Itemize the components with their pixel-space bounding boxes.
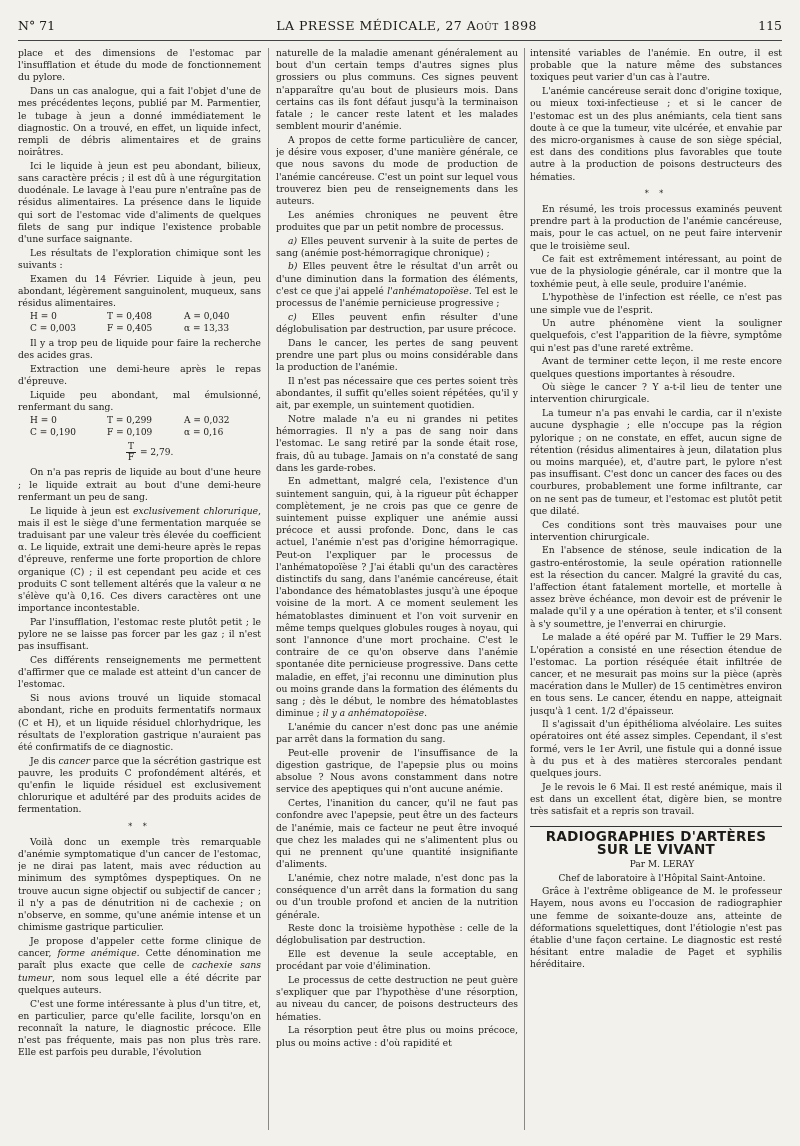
ratio-formula xyxy=(126,442,261,463)
journal-title: LA PRESSE MÉDICALE, 27 Août 1898 xyxy=(276,18,537,33)
paragraph: Il n'est pas nécessaire que ces pertes soient très abondantes, il suffit qu'elles soient répétées, qu'il y ait, par exemple, un suintement quotidien. xyxy=(276,375,518,412)
paragraph: Peut-elle provenir de l'insuffisance de la digestion gastrique, de l'apepsie plus ou moins absolue ? Nous avons constamment dans notre service des apeptiques qui n'ont aucune anémie. xyxy=(276,747,518,796)
fraction-numerator: T xyxy=(128,442,135,453)
lab-value: A = 0,040 xyxy=(184,312,230,323)
column-divider xyxy=(524,48,525,1130)
paragraph: Il s'agissait d'un épithélioma alvéolaire. Les suites opératoires ont été assez simples. Cependant, il s'est formé, vers le 1er Avril, une fistule qui a donné issue à du pus et à des matières stercorales pendant quelques jours. xyxy=(530,719,782,780)
paragraph: En l'absence de sténose, seule indication de la gastro-entérostomie, la seule opération rationnelle est la résection du cancer. Malgré la gravité du cas, l'affection étant fatalement mortelle, et mortelle à assez brève échéance, mon devoir est de prévenir le malade qu'il y a une opération à tenter, et s'il consent à s'y soumettre, je l'enverrai en chirurgie. xyxy=(530,545,782,630)
paragraph: intensité variables de l'anémie. En outre, il est probable que la nature même des substances toxiques peut varier d'un cas à l'autre. xyxy=(530,48,782,84)
text-run: Le liquide à jeun est xyxy=(30,505,133,517)
italic-text: cachexie sans tumeur xyxy=(18,960,261,984)
text-run: . xyxy=(424,708,428,720)
paragraph: Voilà donc un exemple très remarquable d'anémie symptomatique d'un cancer de l'estomac, je ne dirai pas latent, mais avec réduction au minimum des symptômes dyspeptiques. On ne trouve aucun signe objectif ou subjectif de cancer ; il n'y a pas de dénutrition ni de cachexie ; on n'observe, en somme, qu'une anémie intense et un chimisme gastrique particulier. xyxy=(18,836,261,934)
article-title: RADIOGRAPHIES D'ARTÈRES SUR LE VIVANT xyxy=(545,829,767,858)
italic-text: a) xyxy=(288,235,298,247)
column-3 xyxy=(530,48,782,1130)
paragraph: Dans un cas analogue, qui a fait l'objet d'une de mes précédentes leçons, publié par M. Parmentier, le tubage à jeun a donné immédiatement le diagnostic. On a trouvé, en effet, un liquide infect, rempli de débris alimentaires et de grains noirâtres. xyxy=(18,86,261,159)
author-affiliation: Chef de laboratoire à l'Hôpital Saint-Antoine. xyxy=(558,873,766,884)
text-run: Elles peuvent enfin résulter d'une déglobulisation par destruction, par usure précoce. xyxy=(276,311,518,335)
lab-value: α = 0,16 xyxy=(184,427,224,438)
paragraph: Ce fait est extrêmement intéressant, au point de vue de la physiologie générale, car il montre que la toxhémie peut, à elle seule, produire l'anémie. xyxy=(530,254,782,290)
paragraph: Extraction une demi-heure après le repas d'épreuve. xyxy=(18,364,261,388)
lab-values-table xyxy=(30,312,261,335)
lab-value: C = 0,190 xyxy=(30,427,76,438)
paragraph: Il y a trop peu de liquide pour faire la recherche des acides gras. xyxy=(18,338,261,362)
paragraph: Par l'insufflation, l'estomac reste plutôt petit ; le pylore ne se laisse pas forcer par les gaz ; il n'est pas insuffisant. xyxy=(18,616,261,653)
paragraph: En résumé, les trois processus examinés peuvent prendre part à la production de l'anémie cancéreuse, mais, pour le cas actuel, on ne peut faire intervenir que le troisième seul. xyxy=(530,203,782,252)
article-divider xyxy=(530,826,782,827)
text-run: En admettant, malgré cela, l'existence d'un suintement sanguin, qui, à la rigueur pût échapper complètement, je ne crois pas que ce genre de suintement puisse expliquer une anémie aussi précoce et aussi profonde. Donc, dans le cas actuel, l'anémie n'est pas d'origine hémorragique. Peut-on l'expliquer par le processus de l'anhématopoïèse ? J'ai établi qu'un des caractères distinctifs du sang, dans l'anémie cancéreuse, était l'abondance des hématoblastes jusqu'à une époque voisine de la mort. A ce moment seulement les hématoblastes diminuent et l'on voit survenir en même temps quelques globules rouges à noyau, qui sont l'annonce d'une mort prochaine. C'est le contraire de ce qu'on observe dans l'anémie spontanée dite pernicieuse progressive. Dans cette maladie, en effet, j'ai reconnu une diminution plus ou moins grande dans la formation des éléments du sang ; dès le début, le nombre des hématoblastes diminue ; xyxy=(276,476,518,720)
issue-number: N° 71 xyxy=(18,18,56,33)
lab-value: C = 0,003 xyxy=(30,323,76,334)
paragraph: C'est une forme intéressante à plus d'un titre, et, en particulier, parce qu'elle facilite, lorsqu'on en reconnaît la nature, le diagnostic précoce. Elle n'est pas fréquente, mais pas non plus très rare. Elle est parfois peu durable, l'évolution xyxy=(18,998,261,1059)
lab-value: H = 0 xyxy=(30,312,57,323)
paragraph xyxy=(276,236,518,260)
section-separator: * * xyxy=(644,188,668,198)
italic-text: c) xyxy=(288,311,297,323)
paragraph: Ces conditions sont très mauvaises pour une intervention chirurgicale. xyxy=(530,519,782,543)
lab-value: α = 13,33 xyxy=(184,323,230,334)
paragraph: Où siège le cancer ? Y a-t-il lieu de tenter une intervention chirurgicale. xyxy=(530,382,782,406)
text-run: . Cette dénomination me paraît plus exacte que celle de xyxy=(18,948,261,972)
paragraph: On n'a pas repris de liquide au bout d'une heure ; le liquide extrait au bout d'une demi-heure renfermant un peu de sang. xyxy=(18,467,261,503)
paragraph xyxy=(18,756,261,817)
italic-text: forme anémique xyxy=(57,948,137,960)
text-run: Je dis xyxy=(30,755,59,767)
paragraph: Liquide peu abondant, mal émulsionné, renfermant du sang. xyxy=(18,390,261,414)
paragraph: Certes, l'inanition du cancer, qu'il ne faut pas confondre avec l'apepsie, peut être un des facteurs de l'anémie, mais ce facteur ne peut être invoqué que chez les malades qui ne s'alimentent plus ou qui ne prennent qu'une quantité insignifiante d'aliments. xyxy=(276,798,518,871)
paragraph: L'anémie, chez notre malade, n'est donc pas la conséquence d'un arrêt dans la formation du sang ou d'un trouble profond et ancien de la nutrition générale. xyxy=(276,872,518,921)
lab-values-table xyxy=(30,416,261,439)
page-number: 115 xyxy=(758,18,782,33)
text-run: parce que la sécrétion gastrique est pauvre, les produits C profondément altérés, et qu'enfin le liquide résiduel est exclusivement chlorurique et adultéré par des produits acides de fermentation. xyxy=(18,755,261,816)
paragraph: La tumeur n'a pas envahi le cardia, car il n'existe aucune dysphagie ; elle n'occupe pas la région pylorique ; on ne constate, en effet, aucun signe de rétention (résidus alimentaires à jeun, dilatation plus ou moins marquée), et, d'autre part, le pylore n'est pas insuffisant. C'est donc un cancer des faces ou des courbures, probablement une forme infiltrante, car on ne sent pas de tumeur, et l'estomac est plutôt petit que dilaté. xyxy=(530,408,782,517)
text-run: Je propose d'appeler cette forme clinique de cancer, xyxy=(18,936,261,960)
article-author: Par M. LERAY xyxy=(629,859,695,870)
lab-value: H = 0 xyxy=(30,416,57,427)
column-1 xyxy=(18,48,261,1130)
lab-value: T = 0,299 xyxy=(107,416,153,427)
paragraph xyxy=(276,476,518,720)
paragraph: Si nous avions trouvé un liquide stomacal abondant, riche en produits fermentatifs normaux (C et H), et un liquide résiduel chlorhydrique, les résultats de l'exploration gastrique n'auraient pas été confirmatifs de ce diagnostic. xyxy=(18,693,261,753)
paragraph: A propos de cette forme particulière de cancer, je désire vous exposer, d'une manière générale, ce que nous savons du mode de production de l'anémie cancéreuse. C'est un point sur lequel vous trouverez bien peu de renseignements dans les auteurs. xyxy=(276,134,518,207)
italic-text: il y a anhématopoïèse xyxy=(322,708,425,720)
paragraph: L'anémie du cancer n'est donc pas une anémie par arrêt dans la formation du sang. xyxy=(276,721,518,746)
section-separator: * * xyxy=(128,821,151,831)
paragraph xyxy=(18,936,261,997)
paragraph: La résorption peut être plus ou moins précoce, plus ou moins active : d'où rapidité et xyxy=(276,1025,518,1049)
paragraph: Un autre phénomène vient la souligner quelquefois, c'est l'apparition de la fièvre, symptôme qui n'est pas d'une rareté extrême. xyxy=(530,318,782,354)
lab-value: F = 0,405 xyxy=(107,323,153,334)
paragraph: Grâce à l'extrême obligeance de M. le professeur Hayem, nous avons eu l'occasion de radiographier une femme de soixante-douze ans, atteinte de déformations squelettiques, dont l'étiologie n'est pas établie d'une façon certaine. Le diagnostic est resté hésitant entre maladie de Paget et syphilis héréditaire. xyxy=(530,886,782,971)
paragraph: Notre malade n'a eu ni grandes ni petites hémorragies. Il n'y a pas de sang noir dans l'estomac. Le sang retiré par la sonde était rose, frais, dû au tubage. Jamais on n'a constaté de sang dans les garde-robes. xyxy=(276,413,518,474)
paragraph: Je le revois le 6 Mai. Il est resté anémique, mais il est dans un excellent état, digère bien, se montre très satisfait et a repris son travail. xyxy=(530,781,782,818)
paragraph xyxy=(276,312,518,336)
header-rule xyxy=(18,40,782,41)
paragraph: L'anémie cancéreuse serait donc d'origine toxique, ou mieux toxi-infectieuse ; et si le cancer de l'estomac est un des plus anémiants, cela tient sans doute à ce que la tumeur, vite ulcérée, et envahie par des micro-organismes à cause de son siège spécial, est dans des conditions plus favorables que toute autre à la production de poisons destructeurs des hématies. xyxy=(530,86,782,183)
paragraph: Reste donc la troisième hypothèse : celle de la déglobulisation par destruction. xyxy=(276,923,518,947)
paragraph: place et des dimensions de l'estomac par l'insufflation et étude du mode de fonctionnement du pylore. xyxy=(18,48,261,84)
italic-text: b) xyxy=(288,261,298,273)
column-2 xyxy=(276,48,518,1130)
paragraph: Elle est devenue la seule acceptable, en procédant par voie d'élimination. xyxy=(276,949,518,973)
paragraph: Dans le cancer, les pertes de sang peuvent prendre une part plus ou moins considérable dans la production de l'anémie. xyxy=(276,337,518,374)
page-header xyxy=(18,18,782,40)
italic-text: exclusivement chlorurique xyxy=(132,505,259,517)
text-run: Elles peuvent être le résultat d'un arrêt ou d'une diminution dans la formation des éléments, c'est ce que j'ai appelé xyxy=(276,261,518,297)
ratio-value: = 2,79. xyxy=(140,447,174,458)
lab-value: F = 0,109 xyxy=(107,427,153,438)
text-run: . Tel est le processus de l'anémie pernicieuse progressive ; xyxy=(276,285,518,310)
text-run: Elles peuvent survenir à la suite de pertes de sang (anémie post-hémorragique chronique) ; xyxy=(276,235,518,259)
lab-value: A = 0,032 xyxy=(184,416,230,427)
fraction-denominator: F xyxy=(127,453,135,464)
paragraph: Avant de terminer cette leçon, il me reste encore quelques questions importantes à résoudre. xyxy=(530,356,782,380)
paragraph: Le processus de cette destruction ne peut guère s'expliquer que par l'hypothèse d'une résorption, au niveau du cancer, de poisons destructeurs des hématies. xyxy=(276,975,518,1023)
italic-text: l'anhématopoïèse xyxy=(387,285,469,297)
paragraph: Les anémies chroniques ne peuvent être produites que par un petit nombre de processus. xyxy=(276,209,518,233)
paragraph: naturelle de la maladie amenant généralement au bout d'un certain temps d'autres signes plus grossiers ou plus communs. Ces signes peuvent n'apparaître qu'au bout de plusieurs mois. Dans certains cas ils font défaut jusqu'à la terminaison fatale ; le cancer reste latent et les malades semblent mourir d'anémie. xyxy=(276,48,518,133)
paragraph: Ces différents renseignements me permettent d'affirmer que ce malade est atteint d'un cancer de l'estomac. xyxy=(18,655,261,691)
paragraph: Ici le liquide à jeun est peu abondant, bilieux, sans caractère précis ; il est dû à une régurgitation duodénale. Le lavage à l'eau pure n'entraîne pas de résidus alimentaires. La présence dans le liquide qui sort de l'estomac vide d'aliments de quelques filets de sang pur indique l'existence probable d'une surface saignante. xyxy=(18,160,261,246)
lab-value: T = 0,408 xyxy=(107,312,153,323)
column-divider xyxy=(268,48,269,1130)
paragraph: L'hypothèse de l'infection est réelle, ce n'est pas une simple vue de l'esprit. xyxy=(530,292,782,316)
paragraph: Examen du 14 Février. Liquide à jeun, peu abondant, légèrement sanguinolent, muqueux, sans résidus alimentaires. xyxy=(18,273,261,310)
text-run: , mais il est le siège d'une fermentation marquée se traduisant par une valeur très élevée du coefficient α. Le liquide, extrait une demi-heure après le repas d'épreuve, renferme une forte proportion de chlore organique (C) ; il est cependant peu acide et ces produits C sont tellement altérés que la valeur α ne s'élève qu'à 0,16. Ces divers caractères ont une importance incontestable. xyxy=(18,505,261,615)
paragraph: Le malade a été opéré par M. Tuffier le 29 Mars. L'opération a consisté en une résection étendue de l'estomac. La portion réséquée était infiltrée de cancer, et ne mesurait pas moins sur la pièce (après macération dans le Muller) de 15 centimètres environ en tous sens. Le cancer, étendu en nappe, atteignait jusqu'à 1 cent. 1/2 d'épaisseur. xyxy=(530,632,782,717)
paragraph xyxy=(276,261,518,310)
text-run: , nom sous lequel elle a été décrite par quelques auteurs. xyxy=(18,972,261,996)
paragraph xyxy=(18,506,261,616)
fraction xyxy=(126,442,136,463)
paragraph: Les résultats de l'exploration chimique sont les suivants : xyxy=(18,247,261,271)
italic-text: cancer xyxy=(58,755,91,767)
